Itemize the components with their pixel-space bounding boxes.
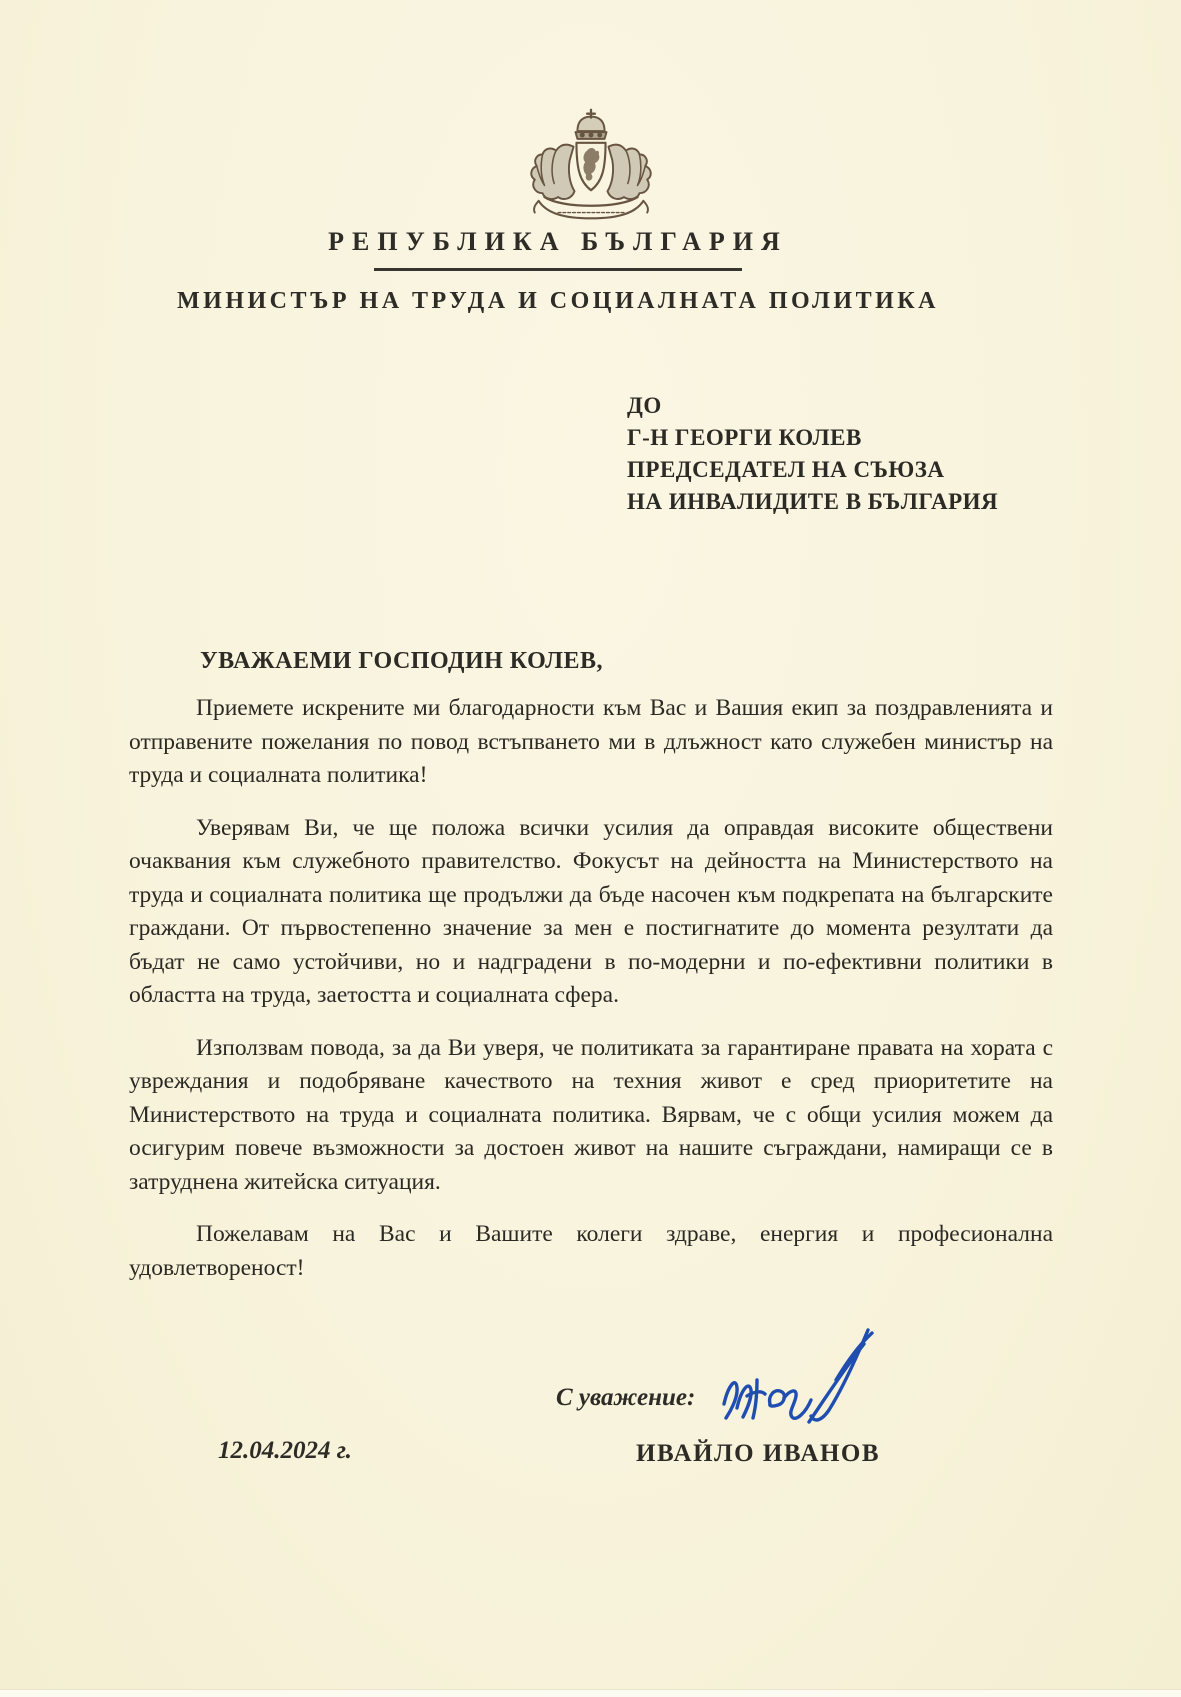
bulgaria-coat-of-arms-icon [491, 104, 691, 230]
letter-body [129, 692, 1053, 1304]
letter-date: 12.04.2024 г. [218, 1437, 352, 1464]
paragraph: Пожелавам на Вас и Вашите колеги здраве, енергия и професионална удовлетвореност! [129, 1221, 1053, 1281]
valediction: С уважение: [556, 1384, 696, 1411]
scan-bottom-edge [0, 1689, 1181, 1697]
recipient-line: Г-Н ГЕОРГИ КОЛЕВ [627, 425, 862, 450]
recipient-line: ДО [627, 393, 662, 418]
recipient-block [627, 390, 998, 518]
paragraph: Приемете искрените ми благодарности към Вас и Вашия екип за поздравленията и отправените пожелания по повод встъпването ми в длъжност като служебен министър на труда и социалната политика! [129, 695, 1053, 788]
handwritten-signature [712, 1318, 907, 1448]
letterhead-rule [374, 268, 742, 271]
paragraph: Използвам повода, за да Ви уверя, че политиката за гарантиране правата на хората с увреждания и подобряване качеството на техния живот е сред приоритетите на Министерството на труда и социалната политика. Вярвам, че с общи усилия можем да осигурим повече възможности за достоен живот на нашите съграждани, намиращи се в затруднена житейска ситуация. [129, 1034, 1053, 1195]
paragraph: Уверявам Ви, че ще положа всички усилия да оправдая високите обществени очаквания към служебното правителство. Фокусът на дейността на Министерството на труда и социалната политика ще продължи да бъде насочен към подкрепата на българските граждани. От първостепенно значение за мен е постигнатите до момента резултати да бъдат не само устойчиви, но и надградени в по-модерни и по-ефективни политики в областта на труда, заетостта и социалната сфера. [129, 814, 1053, 1008]
recipient-line: НА ИНВАЛИДИТЕ В БЪЛГАРИЯ [627, 489, 999, 514]
salutation: УВАЖАЕМИ ГОСПОДИН КОЛЕВ, [200, 648, 603, 674]
recipient-line: ПРЕДСЕДАТЕЛ НА СЪЮЗА [627, 457, 945, 482]
signer-name: ИВАЙЛО ИВАНОВ [636, 1440, 881, 1467]
office-title: МИНИСТЪР НА ТРУДА И СОЦИАЛНАТА ПОЛИТИКА [177, 288, 939, 314]
country-title: РЕПУБЛИКА БЪЛГАРИЯ [328, 227, 788, 256]
